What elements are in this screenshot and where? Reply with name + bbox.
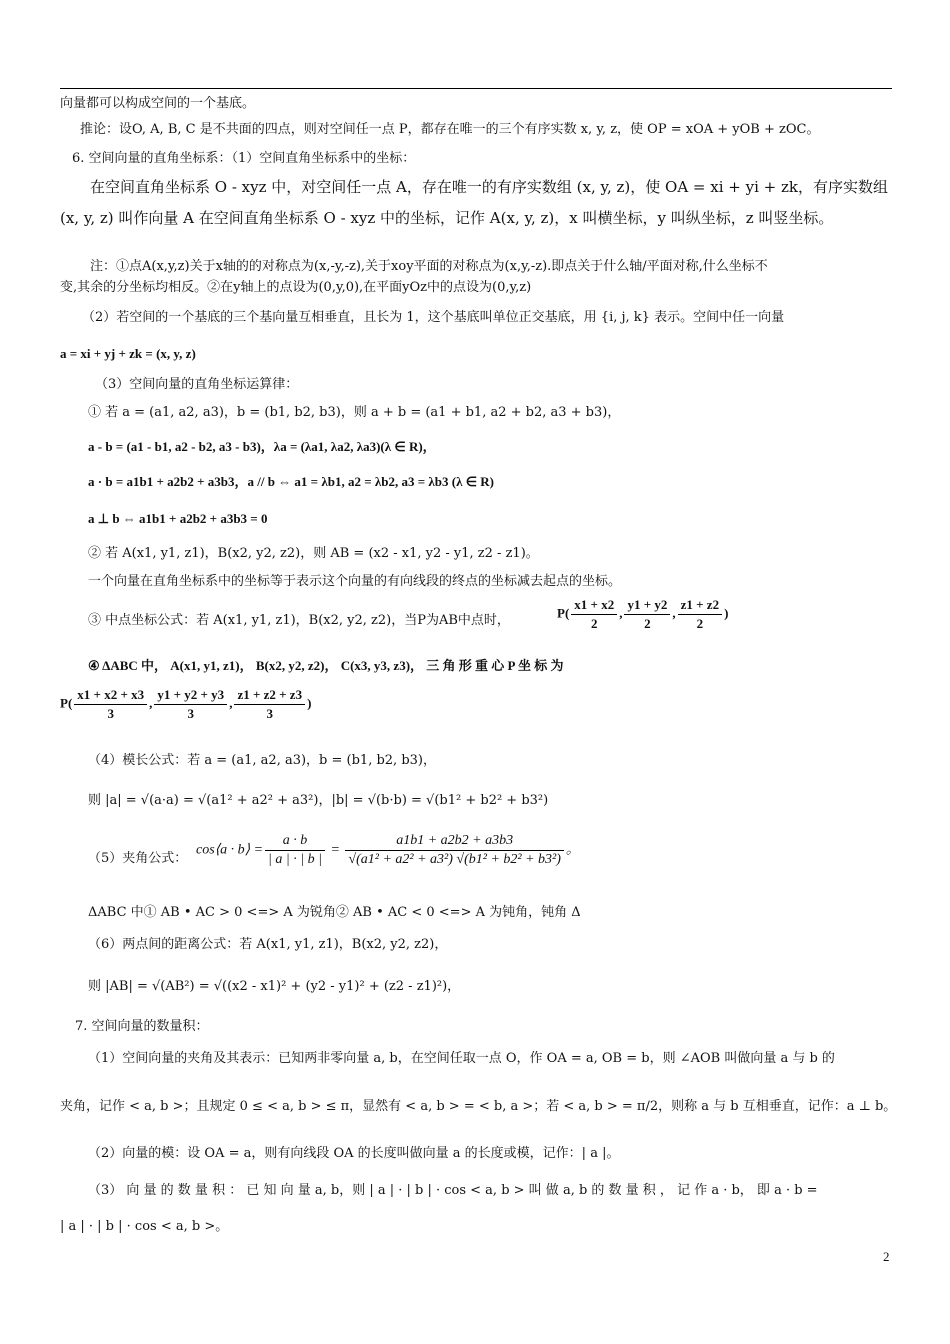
header-rule	[60, 88, 892, 89]
text-line: | a | · | b | · cos < a, b >。	[60, 1219, 229, 1234]
formula-prefix: P(	[60, 695, 73, 711]
text-line: (x, y, z) 叫作向量 A 在空间直角坐标系 O - xyz 中的坐标，记作 A(x, y, z)，x 叫横坐标，y 叫纵坐标，z 叫竖坐标。	[60, 209, 834, 227]
text-line: （6）两点间的距离公式：若 A(x1, y1, z1)，B(x2, y2, z2)，	[88, 937, 448, 952]
page-number: 2	[883, 1249, 890, 1264]
fraction-denominator: 2	[696, 616, 704, 631]
formula-line: ② 若 A(x1, y1, z1)，B(x2, y2, z2)，则 AB = (x2 - x1, y2 - y1, z2 - z1)。	[88, 546, 539, 561]
text-line: 一个向量在直角坐标系中的坐标等于表示这个向量的有向线段的终点的坐标减去起点的坐标。	[88, 574, 622, 589]
angle-lhs: cos⟨a · b⟩ =	[196, 842, 264, 858]
fraction-numerator: z1 + z2	[678, 596, 722, 615]
text-line: （2）若空间的一个基底的三个基向量互相垂直，且长为 1，这个基底叫单位正交基底，用 {i, j, k} 表示。空间中任一向量	[82, 310, 785, 325]
text-line: ΔABC 中① AB • AC > 0 <=> A 为锐角② AB • AC < 0 <=> A 为钝角，钝角 Δ	[88, 905, 581, 920]
fraction-denominator: 2	[644, 616, 651, 631]
note-line: 变,其余的分坐标均相反。②在y轴上的点设为(0,y,0),在平面yOz中的点设为(0,y,z)	[60, 280, 532, 295]
section-heading: 6. 空间向量的直角坐标系：（1）空间直角坐标系中的坐标：	[72, 151, 416, 166]
formula-line: a = xi + yj + zk = (x, y, z)	[60, 346, 196, 361]
fraction-numerator: y1 + y2 + y3	[154, 686, 227, 705]
text-line: 在空间直角坐标系 O - xyz 中，对空间任一点 A，存在唯一的有序实数组 (x, y, z)，使 OA = xi + yi + zk，有序实数组	[90, 178, 888, 196]
text-line: （3）空间向量的直角坐标运算律：	[95, 377, 299, 392]
formula-line: 则 |a| = √(a·a) = √(a1² + a2² + a3²)，|b| = √(b·b) = √(b1² + b2² + b3²)	[88, 793, 549, 808]
angle-formula: cos⟨a · b⟩ = $\frac{a \cdot b}{| a | \cdot | b |}$ = $\frac{a1b1 + a2b2 + a3b3}{\text{√(a1² + a2² + a3²) √(b1² + b2² + b3²)}}$ 。	[196, 833, 580, 867]
text-line: （3） 向 量 的 数 量 积 ： 已 知 向 量 a, b，则 | a | · | b | · cos < a, b > 叫 做 a, b 的 数 量 积 ， 记 作 a · b， 即 a · b =	[88, 1183, 818, 1198]
fraction-denominator: 3	[107, 706, 114, 721]
formula-line: ① 若 a = (a1, a2, a3)，b = (b1, b2, b3)，则 a + b = (a1 + b1, a2 + b2, a3 + b3)，	[88, 405, 621, 420]
section-heading: 7. 空间向量的数量积：	[75, 1019, 209, 1034]
text-line: （2）向量的模：设 OA = a，则有向线段 OA 的长度叫做向量 a 的长度或模，记作：| a |。	[88, 1146, 620, 1161]
midpoint-formula: P( $\frac{x1 + x2}{2}$ , $\frac{y1 + y2}{2}$ , $\frac{z1 + z2}{2}$ )	[557, 597, 729, 631]
fraction-denominator: 3	[266, 706, 273, 721]
text-line: 向量都可以构成空间的一个基底。	[60, 96, 256, 111]
fraction-numerator: a · b	[265, 832, 325, 851]
fraction-denominator: 3	[187, 706, 195, 721]
text-line: ③ 中点坐标公式：若 A(x1, y1, z1)，B(x2, y2, z2)，当P为AB中点时，	[88, 613, 510, 628]
fraction-denominator: √(a1² + a2² + a3²) √(b1² + b2² + b3²)	[348, 852, 561, 867]
fraction-numerator: x1 + x2 + x3	[74, 686, 147, 705]
fraction-numerator: a1b1 + a2b2 + a3b3	[345, 832, 564, 851]
formula-prefix: P(	[557, 605, 570, 621]
text-line: 夹角，记作 < a, b >；且规定 0 ≤ < a, b > ≤ π，显然有 < a, b > = < b, a >；若 < a, b > = π/2，则称 a 与 b 互相垂直，记作：a ⊥ b。	[60, 1099, 897, 1114]
note-line: 注：①点A(x,y,z)关于x轴的的对称点为(x,-y,-z),关于xoy平面的对称点为(x,y,-z).即点关于什么轴/平面对称,什么坐标不	[90, 259, 768, 274]
centroid-formula: P( $\frac{x1 + x2 + x3}{3}$ , $\frac{y1 + y2 + y3}{3}$ , $\frac{z1 + z2 + z3}{3}$ )	[60, 687, 312, 721]
fraction-denominator: | a | · | b |	[268, 852, 322, 867]
formula-line: ④ ΔABC 中， A(x1, y1, z1)， B(x2, y2, z2)， C(x3, y3, z3)， 三 角 形 重 心 P 坐 标 为	[88, 658, 564, 673]
formula-line: a - b = (a1 - b1, a2 - b2, a3 - b3)，λa = (λa1, λa2, λa3)(λ ∈ R)，	[88, 439, 436, 454]
formula-line: 则 |AB| = √(AB²) = √((x2 - x1)² + (y2 - y1)² + (z2 - z1)²)，	[88, 979, 461, 994]
fraction-numerator: y1 + y2	[624, 596, 670, 615]
text-line: （1）空间向量的夹角及其表示：已知两非零向量 a, b，在空间任取一点 O，作 OA = a, OB = b，则 ∠AOB 叫做向量 a 与 b 的	[88, 1051, 835, 1066]
fraction-numerator: z1 + z2 + z3	[234, 686, 305, 705]
fraction-numerator: x1 + x2	[571, 596, 617, 615]
text-line: 推论：设O, A, B, C 是不共面的四点，则对空间任一点 P，都存在唯一的三个有序实数 x, y, z，使 OP = xOA + yOB + zOC。	[80, 122, 820, 137]
formula-line: a · b = a1b1 + a2b2 + a3b3，a // b ⇔ a1 = λb1, a2 = λb2, a3 = λb3 (λ ∈ R)	[88, 474, 495, 489]
text-line: （4）模长公式：若 a = (a1, a2, a3)，b = (b1, b2, b3)，	[88, 753, 436, 768]
formula-line: a ⊥ b ⇔ a1b1 + a2b2 + a3b3 = 0	[88, 511, 268, 526]
fraction-denominator: 2	[590, 616, 598, 631]
text-line: （5）夹角公式：	[88, 851, 188, 866]
